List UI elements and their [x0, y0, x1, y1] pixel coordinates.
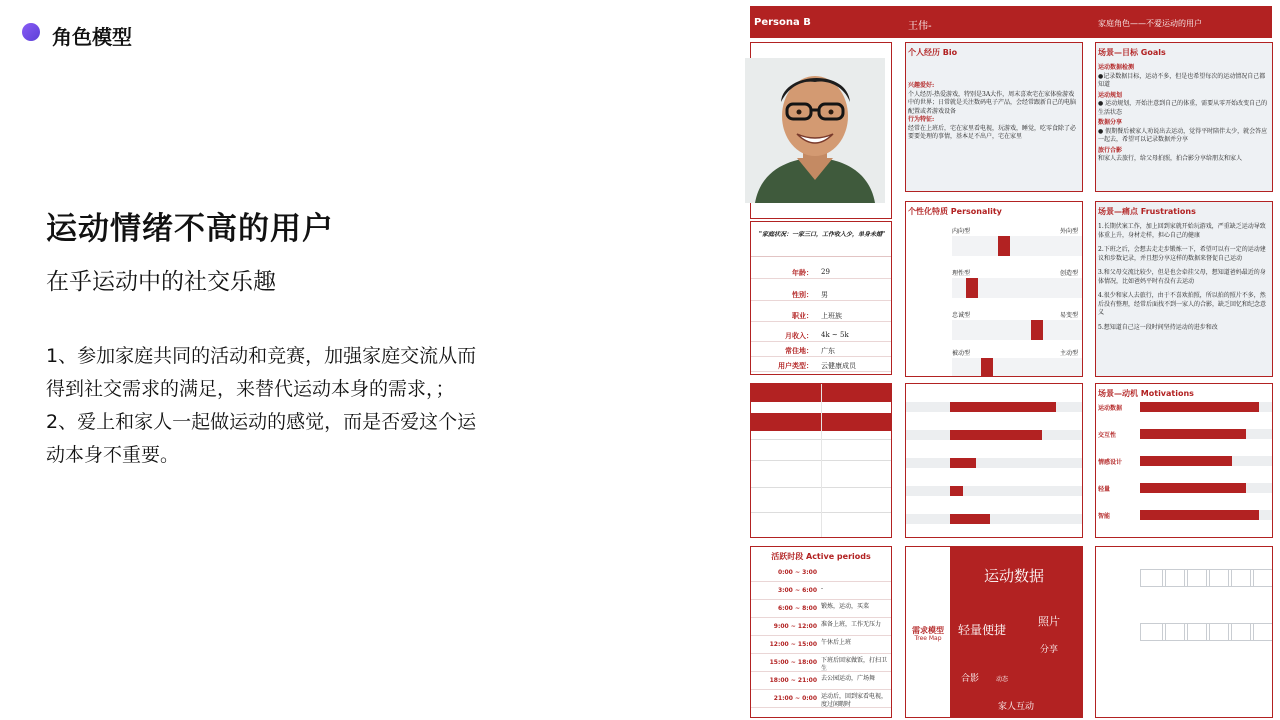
main-heading: 运动情绪不高的用户 — [46, 211, 334, 247]
bar-fill — [950, 514, 990, 524]
tree-map-item: 动态 — [996, 676, 1009, 683]
frustration-item: 2.下班之后，会想去走走步锻炼一下，希望可以有一定的运动建议和步数记录，并且想分享这样的数据来督促自己运动 — [1098, 246, 1266, 262]
period-activity: 下班后回家做饭，打扫卫生 — [821, 657, 888, 672]
tree-map-subtitle: Tree Map — [914, 635, 942, 642]
motivation-label: 轻量 — [1098, 486, 1111, 493]
active-periods-box — [750, 546, 892, 718]
scale-right-label: 主动型 — [1059, 350, 1078, 357]
bar-fill — [950, 430, 1042, 440]
bar-fill — [950, 458, 976, 468]
divider — [751, 671, 891, 672]
period-time: 3:00 ~ 6:00 — [777, 587, 817, 594]
behavior-text: 经常在上班后，宅在家里看电视，玩游戏，睡觉，吃零食除了必要要处理的事情，基本足不出户，宅在家里 — [908, 124, 1077, 140]
motivation-label: 交互性 — [1098, 432, 1117, 439]
goal-label: 运动数据检测 — [1098, 64, 1135, 71]
family-status-quote: "家庭状况：一家三口，工作收入少，单身未婚" — [758, 231, 886, 238]
field-label: 性别： — [792, 291, 813, 299]
divider — [751, 341, 891, 342]
goals-box — [1095, 42, 1273, 192]
goal-label: 运动规划 — [1098, 91, 1123, 99]
paragraph-line: 2、爱上和家人一起做运动的感觉，而是否爱这个运 — [46, 411, 477, 433]
divider — [751, 278, 891, 279]
divider — [751, 617, 891, 618]
grid-box — [1095, 546, 1273, 718]
paragraph-line: 动本身不重要。 — [46, 444, 180, 466]
divider — [751, 689, 891, 690]
frustration-item: 3.和父母交流比较少，但是也会牵挂父母，想知道爸妈最近的身体情况，比如爸妈平时有没有去运动 — [1098, 269, 1266, 285]
motivation-label: 运动数据 — [1098, 405, 1123, 412]
bar-chart-box — [905, 383, 1083, 538]
divider — [751, 599, 891, 600]
field-value: 上班族 — [821, 312, 842, 320]
bar-fill — [950, 486, 963, 496]
scale-marker — [981, 358, 993, 377]
scale-marker — [1031, 320, 1043, 340]
scale-track — [952, 236, 1082, 256]
bar-track — [906, 514, 1082, 524]
interest-label: 兴趣爱好: — [908, 82, 935, 89]
persona-photo — [745, 58, 885, 203]
period-activity: 去公园运动，广场舞 — [821, 675, 876, 682]
grid-cell — [1250, 623, 1273, 641]
persona-role: 家庭角色——不爱运动的用户 — [1098, 19, 1202, 28]
motivation-label: 智能 — [1098, 513, 1111, 520]
scale-marker — [966, 278, 978, 298]
divider — [751, 653, 891, 654]
period-time: 6:00 ~ 8:00 — [777, 605, 817, 612]
divider — [751, 371, 891, 372]
period-activity: 锻炼，运动，买菜 — [821, 603, 870, 610]
motivations-box — [1095, 383, 1273, 538]
scale-right-label: 创造型 — [1059, 270, 1078, 277]
divider — [751, 321, 891, 322]
field-label: 职业： — [792, 312, 813, 320]
scale-right-label: 易变型 — [1059, 312, 1078, 319]
field-label: 月收入： — [785, 332, 813, 340]
divider — [821, 384, 822, 538]
scale-left-label: 忠诚型 — [952, 312, 971, 319]
field-label: 用户类型： — [778, 362, 813, 370]
interest-text: 个人经历-热爱游戏，特别是3A大作，周末喜欢宅在家体验游戏中的世界；日常就是关注数码电子产品，会经常跟新自己的电脑配置或者游戏设备 — [908, 90, 1077, 115]
tree-map-item: 分享 — [1040, 645, 1059, 655]
frustrations-list — [1096, 223, 1272, 332]
tree-map-item: 家人互动 — [998, 702, 1035, 712]
frustrations-box — [1095, 201, 1273, 377]
frustration-item: 4.很少和家人去旅行，由于不喜欢拍照，所以拍的照片不多，然后没有整理，经常后面找不到一家人的合影，缺乏回忆和纪念意义 — [1098, 292, 1267, 316]
scale-track — [952, 320, 1082, 340]
divider — [751, 256, 891, 257]
section-title: 角色模型 — [52, 25, 132, 49]
divider — [751, 356, 891, 357]
period-activity: 准备上班，工作无压力 — [821, 621, 882, 628]
period-time: 0:00 ~ 3:00 — [777, 569, 817, 576]
active-periods-title: 活跃时段 Active periods — [771, 552, 871, 561]
motivation-fill — [1140, 402, 1259, 412]
personality-title: 个性化特质 Personality — [908, 207, 1002, 216]
scale-marker — [998, 236, 1010, 256]
tree-map-title: 需求模型 — [912, 626, 944, 635]
period-activity: 运动后，回到家看电视，度过闲暇时 — [821, 693, 888, 708]
field-value: 云健康成员 — [821, 362, 856, 370]
persona-name: 王伟- — [908, 21, 932, 32]
period-activity: 午休后上班 — [821, 639, 852, 646]
grid-cell — [1250, 569, 1273, 587]
goal-text: ● 运动规划，开始注意到自己的体重，需要从零开始改变自己的生活状态 — [1098, 100, 1268, 116]
period-activity: - — [821, 585, 824, 592]
field-label: 常住地： — [785, 347, 813, 355]
scale-left-label: 被动型 — [952, 350, 971, 357]
scale-right-label: 外向型 — [1059, 228, 1078, 235]
field-value: 4k ~ 5k — [821, 331, 849, 339]
goal-text: ●记录数据目标，运动不多，但是也希望每次的运动情况自己都知道 — [1098, 72, 1266, 88]
bio-title: 个人经历 Bio — [908, 48, 958, 57]
tree-map-item: 合影 — [961, 674, 980, 684]
tree-map-item: 照片 — [1038, 615, 1060, 628]
divider — [751, 300, 891, 301]
section-bullet-dot — [22, 23, 40, 41]
divider — [751, 707, 891, 708]
profile-info-box — [750, 221, 892, 375]
scale-track — [952, 358, 1082, 377]
frustration-item: 5.想知道自己这一段时间坚持运动的进步和改 — [1098, 323, 1218, 331]
motivation-label: 情感设计 — [1098, 459, 1123, 466]
field-value: 男 — [821, 291, 828, 299]
persona-id: Persona B — [754, 17, 811, 28]
paragraph-line: 1、参加家庭共同的活动和竞赛，加强家庭交流从而 — [46, 345, 477, 367]
motivation-fill — [1140, 429, 1246, 439]
behavior-label: 行为特征: — [908, 116, 935, 123]
field-value: 广东 — [821, 347, 835, 355]
period-time: 21:00 ~ 0:00 — [773, 695, 817, 702]
goals-list — [1096, 64, 1272, 164]
body-paragraph — [46, 340, 546, 472]
sub-heading: 在乎运动中的社交乐趣 — [46, 269, 276, 295]
motivations-title: 场景—动机 Motivations — [1098, 389, 1194, 398]
bio-content — [906, 82, 1082, 142]
bar-track — [906, 486, 1082, 496]
goals-title: 场景—目标 Goals — [1098, 48, 1166, 57]
frustrations-title: 场景—痛点 Frustrations — [1098, 207, 1196, 216]
scale-left-label: 内向型 — [952, 228, 971, 235]
field-label: 年龄： — [792, 269, 813, 277]
paragraph-line: 得到社交需求的满足，来替代运动本身的需求，； — [46, 378, 455, 400]
divider — [751, 635, 891, 636]
bar-fill — [950, 402, 1056, 412]
period-time: 12:00 ~ 15:00 — [769, 641, 817, 648]
persona-header-bar — [750, 6, 1272, 38]
bio-box — [905, 42, 1083, 192]
goal-text: 和家人去旅行，给父母拍照，拍合影分享给朋友和家人 — [1098, 155, 1243, 162]
scale-left-label: 理性型 — [952, 270, 971, 277]
bar-track — [906, 458, 1082, 468]
goal-label: 数据分享 — [1098, 119, 1123, 126]
goal-text: ● 假期餐后被家人劝说出去运动，觉得平时陪伴太少，就会答应一起去，希望可以记录数据并分享 — [1098, 127, 1268, 143]
tree-map-box — [905, 546, 1083, 718]
divider — [751, 581, 891, 582]
goal-label: 旅行合影 — [1098, 146, 1123, 154]
tree-map-item: 运动数据 — [984, 567, 1045, 585]
motivation-fill — [1140, 456, 1232, 466]
frustration-item: 1.长期伏案工作，加上回到家就开始玩游戏，严重缺乏运动导致体重上升，身材走样，担心自己的健康 — [1098, 223, 1266, 239]
motivation-fill — [1140, 510, 1259, 520]
period-time: 18:00 ~ 21:00 — [769, 677, 817, 684]
profile-blocks-box — [750, 383, 892, 538]
personality-box — [905, 201, 1083, 377]
tree-map-item: 轻量便捷 — [958, 623, 1007, 637]
field-value: 29 — [821, 268, 830, 276]
motivation-fill — [1140, 483, 1246, 493]
period-time: 15:00 ~ 18:00 — [769, 659, 817, 666]
tree-map — [950, 547, 1083, 718]
period-time: 9:00 ~ 12:00 — [773, 623, 817, 630]
